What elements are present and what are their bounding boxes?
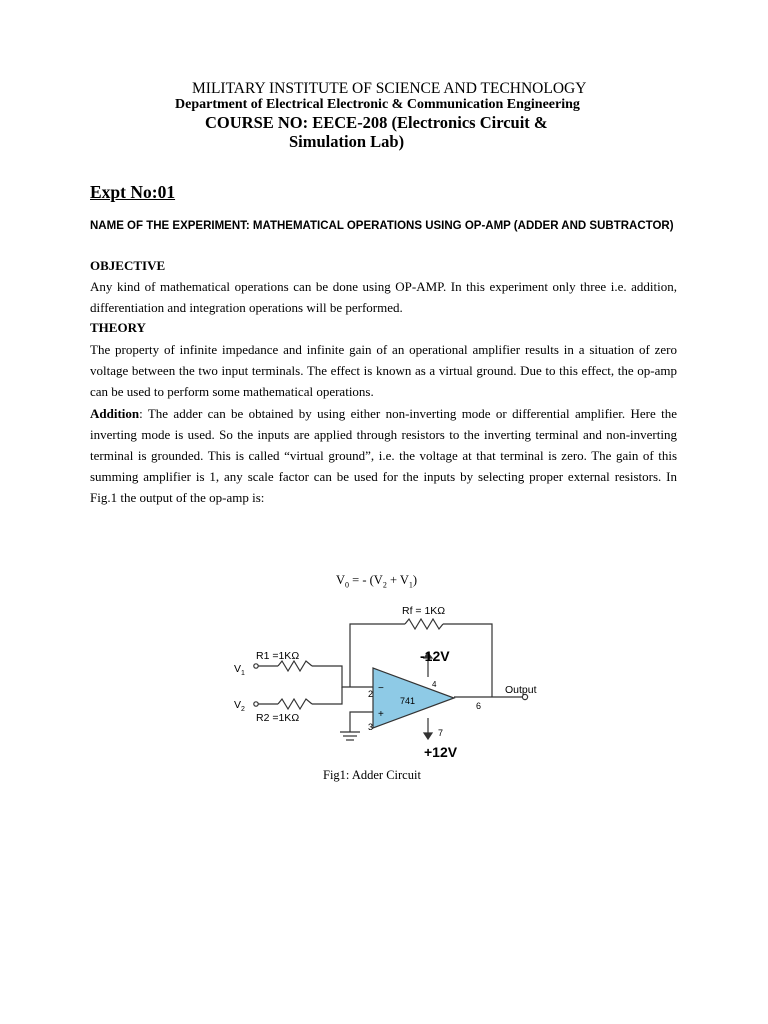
positive-supply-label: +12V — [424, 744, 458, 760]
addition-paragraph — [90, 403, 677, 508]
formula-v1-sub: 1 — [408, 580, 413, 590]
formula-plus: + V — [386, 573, 409, 587]
input-1-network — [254, 661, 373, 687]
ic-label: 741 — [400, 696, 416, 706]
institute-name: MILITARY INSTITUTE OF SCIENCE AND TECHNOLOGY — [192, 80, 587, 97]
v1-label: $V_1$ — [234, 663, 245, 677]
department-name: Department of Electrical Electronic & Communication Engineering — [175, 97, 580, 112]
formula-mid: = - (V — [349, 573, 383, 587]
pin-6-label: 6 — [476, 701, 482, 711]
input-2-network — [254, 687, 342, 709]
addition-text: : The adder can be obtained by using either non-inverting mode or differential amplifier. Here the inverting mode is used. So the inputs are applied through resistors to the inverting terminal and non-inverting terminal is grounded. This is called “virtual ground”, i.e. the voltage at that terminal is zero. The gain of this summing amplifier is 1, any scale factor can be used for the inputs by selecting proper external resistors. In Fig.1 the output of the op-amp is: — [90, 406, 677, 505]
r2-label: R2 =1KΩ — [256, 712, 300, 724]
theory-heading: THEORY — [90, 320, 146, 335]
course-line-2: Simulation Lab) — [289, 132, 405, 151]
formula-lhs-sub: 0 — [345, 580, 350, 590]
formula-close: ) — [412, 573, 418, 587]
formula-lhs: V — [336, 573, 346, 587]
figure-caption: Fig1: Adder Circuit — [323, 768, 421, 782]
experiment-number: Expt No:01 — [90, 182, 176, 202]
pin-2-label: 2 — [368, 689, 374, 699]
course-title — [205, 113, 675, 151]
r2-resistor — [278, 699, 312, 709]
addition-label: Addition — [90, 406, 140, 421]
rf-label: Rf = 1KΩ — [402, 605, 446, 617]
r1-label: R1 =1KΩ — [256, 650, 300, 662]
pin-4-label: 4 — [432, 680, 437, 689]
objective-heading: OBJECTIVE — [90, 258, 166, 273]
objective-text: Any kind of mathematical operations can be done using OP-AMP. In this experiment only three i.e. addition, differentiation and integration operations will be performed. — [90, 279, 677, 315]
formula-v2-sub: 2 — [382, 580, 387, 590]
output-label: Output — [505, 684, 537, 696]
negative-supply-label: -12V — [420, 648, 450, 664]
theory-text: The property of infinite impedance and infinite gain of an operational amplifier results in a situation of zero voltage between the two input terminals. The effect is known as a virtual ground. Due to this effect, the op-amp can be used to perform some mathematical operations. — [90, 342, 677, 399]
non-inverting-input-sign: + — [378, 709, 384, 720]
adder-formula — [336, 573, 417, 590]
r1-resistor — [278, 661, 312, 671]
inverting-input-sign: − — [378, 683, 384, 694]
pin-3-label: 3 — [368, 722, 374, 732]
v2-label: $V_2$ — [234, 699, 245, 713]
course-line-1: COURSE NO: EECE-208 (Electronics Circuit & — [205, 113, 548, 132]
rf-resistor — [405, 619, 443, 629]
pin-7-label: 7 — [438, 728, 444, 738]
experiment-name: NAME OF THE EXPERIMENT: MATHEMATICAL OPERATIONS USING OP-AMP (ADDER AND SUBTRACTOR) — [90, 220, 674, 232]
adder-circuit-diagram — [228, 600, 558, 765]
